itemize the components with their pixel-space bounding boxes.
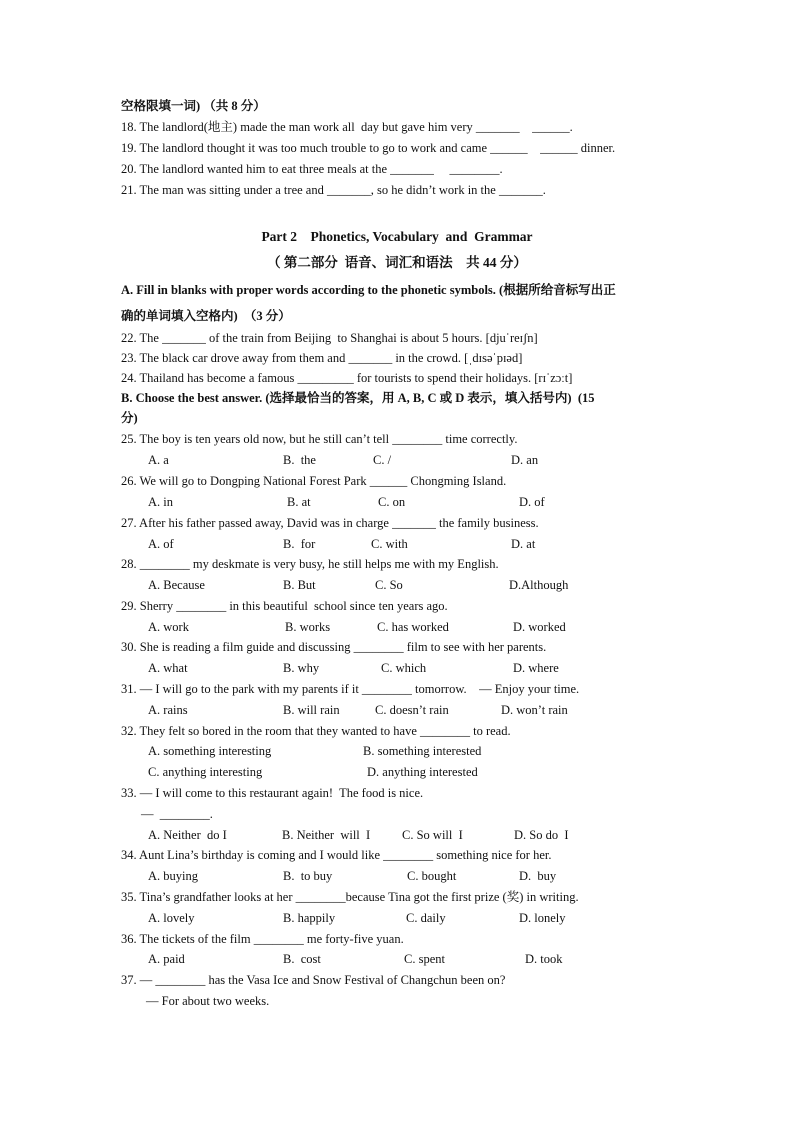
question-32: 32. They felt so bored in the room that they wanted to have ________ to read.: [121, 724, 511, 738]
option-b: B. works: [285, 620, 331, 634]
option-d: D. where: [513, 661, 559, 675]
option-c: C. So: [375, 578, 403, 592]
question-30: 30. She is reading a film guide and discussing ________ film to see with her parents.: [121, 640, 547, 654]
option-b: B. at: [287, 495, 311, 509]
question-27: 27. After his father passed away, David was in charge _______ the family business.: [121, 516, 539, 530]
question-35: 35. Tina’s grandfather looks at her ________because Tina got the first prize (奖) in writing.: [121, 890, 579, 904]
option-d: D. buy: [519, 869, 557, 883]
question-21: 21. The man was sitting under a tree and _______, so he didn’t work in the _______.: [121, 183, 546, 197]
section-a-instruction-cont: 确的单词填入空格内) （3 分）: [121, 309, 291, 323]
question-37-reply: — For about two weeks.: [146, 994, 270, 1008]
option-c: C. bought: [407, 869, 457, 883]
part1-instruction-tail: 空格限填一词) （共 8 分）: [121, 99, 266, 113]
option-b: B. the: [283, 453, 316, 467]
option-b: B. will rain: [283, 703, 340, 717]
option-b: B. to buy: [283, 869, 333, 883]
option-b: B. something interested: [363, 744, 482, 758]
question-34: 34. Aunt Lina’s birthday is coming and I would like ________ something nice for her.: [121, 848, 552, 862]
question-29: 29. Sherry ________ in this beautiful school since ten years ago.: [121, 599, 448, 613]
option-d: D. lonely: [519, 911, 566, 925]
option-b: B. But: [283, 578, 316, 592]
section-b-instruction-cont: 分): [121, 411, 138, 425]
part2-title: Part 2 Phonetics, Vocabulary and Grammar: [261, 229, 533, 244]
option-c: C. doesn’t rain: [375, 703, 449, 717]
question-36: 36. The tickets of the film ________ me forty-five yuan.: [121, 932, 404, 946]
option-b: B. happily: [283, 911, 336, 925]
question-28: 28. ________ my deskmate is very busy, he still helps me with my English.: [121, 557, 499, 571]
option-d: D. an: [511, 453, 539, 467]
option-d: D.Although: [509, 578, 569, 592]
option-a: A. buying: [148, 869, 198, 883]
option-a: A. lovely: [148, 911, 195, 925]
option-b: B. for: [283, 537, 316, 551]
option-a: A. Because: [148, 578, 205, 592]
question-19: 19. The landlord thought it was too much trouble to go to work and came ______ ______ dinner.: [121, 141, 616, 155]
section-b-instruction: B. Choose the best answer. (选择最恰当的答案，用 A, B, C 或 D 表示，填入括号内) (15: [121, 391, 595, 405]
option-c: C. spent: [404, 952, 445, 966]
question-33: 33. — I will come to this restaurant again! The food is nice.: [121, 786, 424, 800]
option-a: A. paid: [148, 952, 185, 966]
option-c: C. daily: [406, 911, 446, 925]
option-d: D. So do I: [514, 828, 569, 842]
section-a-instruction: A. Fill in blanks with proper words according to the phonetic symbols. (根据所给音标写出正: [121, 283, 616, 297]
question-25: 25. The boy is ten years old now, but he still can’t tell ________ time correctly.: [121, 432, 518, 446]
option-b: B. cost: [283, 952, 321, 966]
question-20: 20. The landlord wanted him to eat three meals at the _______ ________.: [121, 162, 503, 176]
question-18: 18. The landlord(地主) made the man work all day but gave him very _______ ______.: [121, 120, 573, 134]
option-c: C. /: [373, 453, 392, 467]
question-24: 24. Thailand has become a famous _________ for tourists to spend their holidays. [rɪˈzɔːt]: [121, 371, 573, 385]
option-a: A. a: [148, 453, 169, 467]
option-c: C. So will I: [402, 828, 463, 842]
question-23: 23. The black car drove away from them and _______ in the crowd. [ˌdɪsəˈpɪəd]: [121, 351, 523, 365]
option-d: D. anything interested: [367, 765, 478, 779]
option-b: B. Neither will I: [282, 828, 371, 842]
option-c: C. on: [378, 495, 406, 509]
question-31: 31. — I will go to the park with my parents if it ________ tomorrow. — Enjoy your time.: [121, 682, 580, 696]
option-b: B. why: [283, 661, 320, 675]
question-33-reply: — ________.: [141, 807, 213, 821]
option-a: A. Neither do I: [148, 828, 227, 842]
option-a: A. rains: [148, 703, 188, 717]
option-c: C. has worked: [377, 620, 449, 634]
option-d: D. won’t rain: [501, 703, 568, 717]
question-26: 26. We will go to Dongping National Forest Park ______ Chongming Island.: [121, 474, 507, 488]
question-22: 22. The _______ of the train from Beijing to Shanghai is about 5 hours. [djuˈreɪʃn]: [121, 331, 538, 345]
option-c: C. with: [371, 537, 408, 551]
part2-subtitle: （ 第二部分 语音、词汇和语法 共 44 分）: [267, 255, 527, 270]
option-c: C. anything interesting: [148, 765, 263, 779]
option-d: D. of: [519, 495, 545, 509]
question-37: 37. — ________ has the Vasa Ice and Snow Festival of Changchun been on?: [121, 973, 506, 987]
option-d: D. worked: [513, 620, 566, 634]
option-d: D. took: [525, 952, 563, 966]
option-c: C. which: [381, 661, 427, 675]
option-a: A. work: [148, 620, 189, 634]
option-a: A. in: [148, 495, 173, 509]
option-d: D. at: [511, 537, 536, 551]
option-a: A. what: [148, 661, 188, 675]
option-a: A. something interesting: [148, 744, 272, 758]
option-a: A. of: [148, 537, 174, 551]
